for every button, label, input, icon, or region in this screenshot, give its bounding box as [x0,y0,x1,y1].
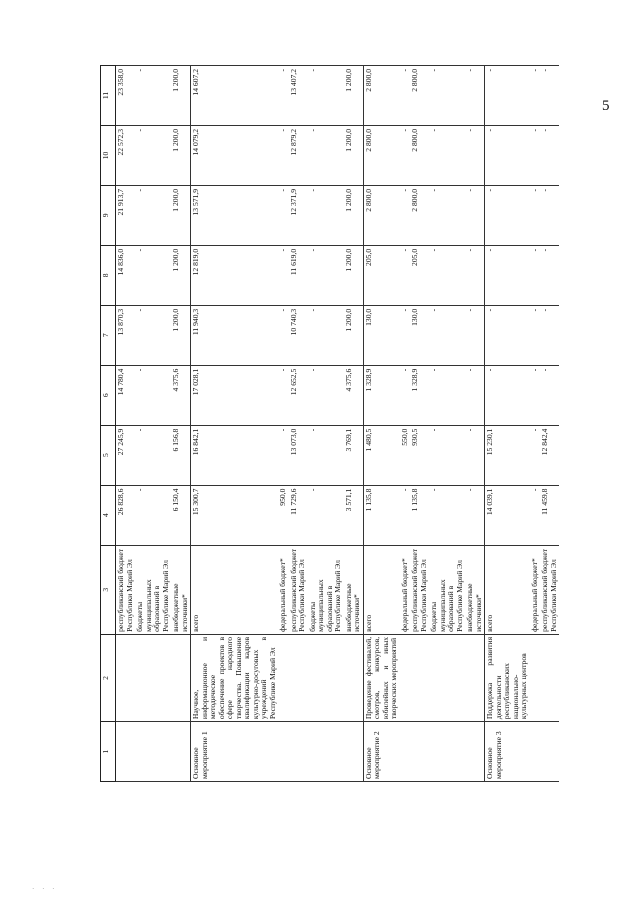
value-cell: - [540,245,559,305]
value-cell: 6 156,8 [171,425,191,485]
column-header: 6 [101,365,116,425]
table-body [116,66,560,782]
value-cell: - [429,425,465,485]
value-cell: - [308,305,344,365]
value-cell: - [429,305,465,365]
table-row [278,66,289,782]
value-cell: 550,0 [400,425,411,485]
value-cell: 11 459,8 [540,485,559,545]
event-description-cell: Поддержка развития деятельности республиканских национально-культурных центров [485,634,530,721]
value-cell: - [485,245,530,305]
event-description-cell [465,634,485,721]
value-cell: - [429,245,465,305]
table-row [344,66,364,782]
value-cell: - [530,485,541,545]
column-header: 5 [101,425,116,485]
event-name-cell [135,722,171,782]
value-cell: 2 800,0 [410,185,429,245]
column-header: 11 [101,66,116,126]
value-cell: 4 375,6 [171,365,191,425]
value-cell: 26 828,6 [116,485,136,545]
value-cell: 1 200,0 [344,305,364,365]
event-name-cell [171,722,191,782]
event-name-cell [540,722,559,782]
value-cell: 2 800,0 [363,66,400,126]
value-cell: 4 375,6 [344,365,364,425]
funding-source-cell: федеральный бюджет* [400,545,411,634]
event-name-cell [289,722,308,782]
value-cell: 17 028,1 [191,365,279,425]
funding-source-cell: республиканский бюджет Республики Марий Эл [116,545,136,634]
value-cell: 1 200,0 [171,305,191,365]
value-cell: 1 480,5 [363,425,400,485]
event-description-cell: Научное, информационное и методическое обеспечение проектов в сфере народного творчества. Повышение квалификации кадров культурно-досуговых учреждений в Республике Марий Эл [191,634,279,721]
value-cell: - [540,125,559,185]
value-cell: - [135,185,171,245]
value-cell: 13 571,9 [191,185,279,245]
value-cell: - [429,66,465,126]
event-description-cell [410,634,429,721]
funding-source-cell: федеральный бюджет* [530,545,541,634]
value-cell: - [308,125,344,185]
value-cell: 13 407,2 [289,66,308,126]
event-name-cell [400,722,411,782]
value-cell: - [400,365,411,425]
value-cell: 14 039,1 [485,485,530,545]
value-cell: - [429,365,465,425]
value-cell: 1 200,0 [171,245,191,305]
column-header: 3 [101,545,116,634]
value-cell: 2 800,0 [410,125,429,185]
value-cell: - [400,245,411,305]
value-cell: 1 200,0 [171,125,191,185]
value-cell: 12 842,4 [540,425,559,485]
value-cell: - [308,185,344,245]
budget-table [100,65,559,782]
funding-source-cell: всего [363,545,400,634]
event-description-cell [530,634,541,721]
event-description-cell [116,634,136,721]
value-cell: - [308,245,344,305]
value-cell: 22 572,3 [116,125,136,185]
value-cell: 205,0 [363,245,400,305]
value-cell: - [429,125,465,185]
value-cell: 11 729,6 [289,485,308,545]
event-name-cell [429,722,465,782]
value-cell: 3 769,1 [344,425,364,485]
value-cell: - [530,66,541,126]
value-cell: 14 079,2 [191,125,279,185]
value-cell: - [465,305,485,365]
value-cell: 1 200,0 [344,185,364,245]
value-cell: - [135,125,171,185]
table-row [289,66,308,782]
page-number: 5 [602,98,610,114]
value-cell: - [485,66,530,126]
funding-source-cell: внебюджетные источники* [344,545,364,634]
column-header: 8 [101,245,116,305]
table-row [530,66,541,782]
value-cell: - [400,305,411,365]
funding-source-cell: республиканский бюджет Республики Марий Эл [540,545,559,634]
value-cell: - [465,365,485,425]
event-description-cell [540,634,559,721]
value-cell: - [135,425,171,485]
value-cell: - [465,425,485,485]
value-cell: 1 328,9 [363,365,400,425]
value-cell: 13 073,0 [289,425,308,485]
value-cell: 11 619,0 [289,245,308,305]
event-description-cell [171,634,191,721]
corner-marks: · · · [32,885,58,893]
value-cell: 1 200,0 [344,66,364,126]
funding-source-cell: всего [485,545,530,634]
value-cell: - [135,245,171,305]
value-cell: 1 135,8 [363,485,400,545]
event-name-cell [308,722,344,782]
column-header: 9 [101,185,116,245]
value-cell: - [530,185,541,245]
value-cell: 11 940,3 [191,305,279,365]
value-cell: 130,0 [410,305,429,365]
value-cell: - [135,485,171,545]
value-cell: - [308,485,344,545]
value-cell: 12 371,9 [289,185,308,245]
value-cell: 1 200,0 [344,125,364,185]
event-name-cell [278,722,289,782]
value-cell: - [465,485,485,545]
value-cell: 1 328,9 [410,365,429,425]
value-cell: 12 879,2 [289,125,308,185]
value-cell: - [429,185,465,245]
value-cell: 1 200,0 [171,185,191,245]
value-cell: - [485,365,530,425]
event-name-cell: Основное мероприятие 2 [363,722,400,782]
event-description-cell [135,634,171,721]
funding-source-cell: республиканский бюджет Республики Марий Эл [410,545,429,634]
table-row [171,66,191,782]
value-cell: 23 358,0 [116,66,136,126]
value-cell: - [465,125,485,185]
value-cell: 1 200,0 [171,66,191,126]
event-name-cell [530,722,541,782]
value-cell: - [135,305,171,365]
value-cell: 1 135,8 [410,485,429,545]
value-cell: - [400,485,411,545]
value-cell: 3 571,1 [344,485,364,545]
event-name-cell [410,722,429,782]
value-cell: 14 780,4 [116,365,136,425]
value-cell: 205,0 [410,245,429,305]
value-cell: - [540,365,559,425]
value-cell: - [465,66,485,126]
value-cell: 2 800,0 [363,125,400,185]
value-cell: - [278,185,289,245]
table-row [429,66,465,782]
value-cell: 14 836,0 [116,245,136,305]
funding-source-cell: бюджеты муниципальных образований в Республике Марий Эл [308,545,344,634]
column-header: 1 [101,722,116,782]
value-cell: 130,0 [363,305,400,365]
event-name-cell: Основное мероприятие 3 [485,722,530,782]
funding-source-cell: федеральный бюджет* [278,545,289,634]
value-cell: - [465,185,485,245]
table-row [465,66,485,782]
value-cell: 14 607,2 [191,66,279,126]
column-header: 4 [101,485,116,545]
value-cell: - [278,305,289,365]
column-number-row [101,66,116,782]
value-cell: - [485,185,530,245]
value-cell: 13 870,3 [116,305,136,365]
funding-source-cell: республиканский бюджет Республики Марий Эл [289,545,308,634]
column-header: 2 [101,634,116,721]
event-description-cell [429,634,465,721]
value-cell: - [540,185,559,245]
table-row [400,66,411,782]
value-cell: - [278,66,289,126]
value-cell: - [540,305,559,365]
value-cell: - [530,305,541,365]
event-description-cell [400,634,411,721]
value-cell: 6 150,4 [171,485,191,545]
value-cell: - [278,245,289,305]
value-cell: - [530,425,541,485]
value-cell: - [308,425,344,485]
table-row [363,66,400,782]
value-cell: - [429,485,465,545]
value-cell: - [485,305,530,365]
event-description-cell [344,634,364,721]
value-cell: - [278,125,289,185]
value-cell: - [530,365,541,425]
funding-source-cell: бюджеты муниципальных образований в Республике Марий Эл [135,545,171,634]
value-cell: 21 913,7 [116,185,136,245]
value-cell: 16 842,1 [191,425,279,485]
event-name-cell: Основное мероприятие 1 [191,722,279,782]
value-cell: - [530,125,541,185]
value-cell: 2 800,0 [363,185,400,245]
value-cell: - [530,245,541,305]
value-cell: - [278,425,289,485]
table-row [191,66,279,782]
table-row [308,66,344,782]
value-cell: 15 230,1 [485,425,530,485]
funding-source-cell: внебюджетные источники* [465,545,485,634]
value-cell: - [400,66,411,126]
event-name-cell [116,722,136,782]
value-cell: 15 300,7 [191,485,279,545]
table-row [135,66,171,782]
value-cell: - [540,66,559,126]
value-cell: 12 652,5 [289,365,308,425]
value-cell: - [485,125,530,185]
value-cell: - [465,245,485,305]
event-description-cell: Проведение фестивалей, смотров, конкурсов, юбилейных и иных творческих мероприятий [363,634,400,721]
event-description-cell [308,634,344,721]
table-row [116,66,136,782]
column-header: 10 [101,125,116,185]
value-cell: 27 245,9 [116,425,136,485]
event-name-cell [344,722,364,782]
value-cell: - [308,365,344,425]
table-row [485,66,530,782]
value-cell: 1 200,0 [344,245,364,305]
value-cell: - [278,365,289,425]
value-cell: - [135,365,171,425]
value-cell: - [135,66,171,126]
value-cell: - [308,66,344,126]
value-cell: - [400,185,411,245]
event-description-cell [289,634,308,721]
value-cell: - [400,125,411,185]
funding-source-cell: бюджеты муниципальных образований в Республике Марий Эл [429,545,465,634]
table-row [410,66,429,782]
value-cell: 930,5 [410,425,429,485]
funding-source-cell: всего [191,545,279,634]
table-row [540,66,559,782]
funding-source-cell: внебюджетные источники* [171,545,191,634]
value-cell: 950,0 [278,485,289,545]
event-name-cell [465,722,485,782]
value-cell: 12 819,0 [191,245,279,305]
rotated-table-container [100,65,558,782]
value-cell: 2 800,0 [410,66,429,126]
value-cell: 10 740,3 [289,305,308,365]
event-description-cell [278,634,289,721]
column-header: 7 [101,305,116,365]
